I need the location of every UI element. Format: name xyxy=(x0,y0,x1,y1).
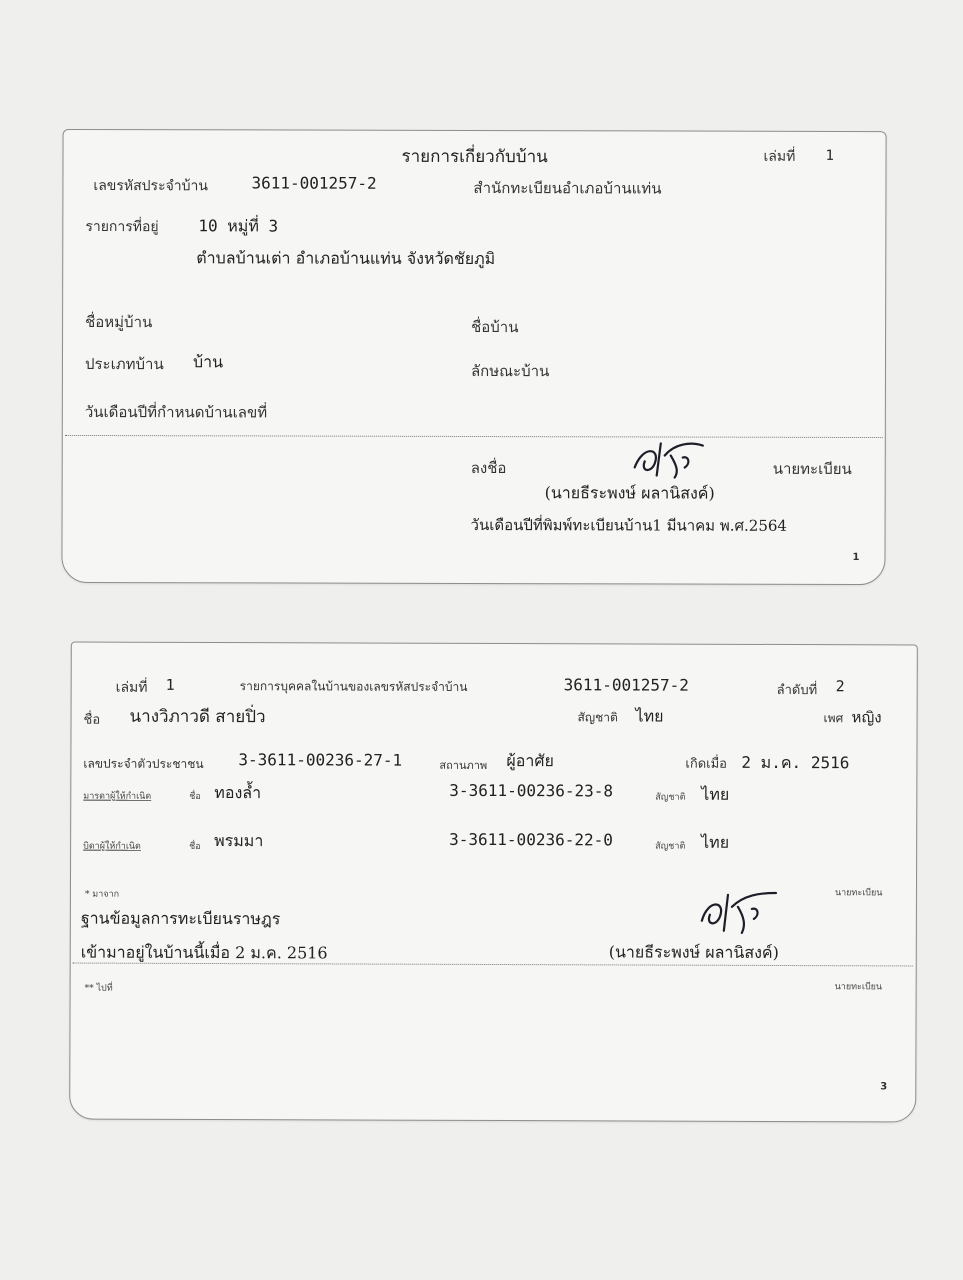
status-label: สถานภาพ xyxy=(439,758,488,772)
father-name-label: ชื่อ xyxy=(189,841,201,852)
registrar-name: (นายธีระพงษ์ ผลานิสงค์) xyxy=(608,942,779,962)
person-list-heading: รายการบุคคลในบ้านของเลขรหัสประจำบ้าน xyxy=(239,679,468,694)
registrar-title-1: นายทะเบียน xyxy=(834,888,883,899)
house-name-label: ชื่อบ้าน xyxy=(471,317,519,337)
nationality-label: สัญชาติ xyxy=(577,710,618,725)
father-nationality: ไทย xyxy=(701,832,730,852)
registrar-title-2: นายทะเบียน xyxy=(834,982,883,993)
registrar-signature xyxy=(631,437,711,483)
house-details-heading: รายการเกี่ยวกับบ้าน xyxy=(401,146,548,168)
book-number: 1 xyxy=(165,675,175,694)
sex-value: หญิง xyxy=(851,708,882,727)
registrar-signature xyxy=(696,887,782,935)
village-label: ชื่อหมู่บ้าน xyxy=(85,312,153,332)
father-label: บิดาผู้ให้กำเนิด xyxy=(83,841,141,852)
address-line-1: 10 หมู่ที่ 3 xyxy=(198,216,279,236)
move-in-date: เข้ามาอยู่ในบ้านนี้เมื่อ 2 ม.ค. 2516 xyxy=(80,942,328,963)
house-code: 3611-001257-2 xyxy=(563,675,689,695)
book-label: เล่มที่ xyxy=(763,148,796,165)
sex-label: เพศ xyxy=(823,711,844,726)
name-label: ชื่อ xyxy=(83,712,101,728)
house-code: 3611-001257-2 xyxy=(251,173,377,193)
book-label: เล่มที่ xyxy=(115,679,148,696)
person-details-card xyxy=(69,642,918,1123)
house-code-label: เลขรหัสประจำบ้าน xyxy=(93,178,209,195)
id-label: เลขประจำตัวประชาชน xyxy=(83,756,204,771)
page-number: 1 xyxy=(852,551,860,564)
page-number: 3 xyxy=(880,1081,888,1093)
sign-label: ลงชื่อ xyxy=(470,458,507,478)
id-number: 3-3611-00236-27-1 xyxy=(238,750,403,770)
mother-id: 3-3611-00236-23-8 xyxy=(449,780,614,801)
divider xyxy=(65,435,883,438)
mother-name-label: ชื่อ xyxy=(189,791,201,802)
father-nationality-label: สัญชาติ xyxy=(655,841,686,852)
person-name: นางวิภาวดี สายปิ่ว xyxy=(129,706,266,728)
mother-label: มารดาผู้ให้กำเนิด xyxy=(83,791,152,802)
father-id: 3-3611-00236-22-0 xyxy=(449,829,613,850)
mother-name: ทองล้ำ xyxy=(214,783,262,803)
to-label: ** ไปที่ xyxy=(84,983,113,994)
father-name: พรมมา xyxy=(214,831,264,851)
order-label: ลำดับที่ xyxy=(776,682,818,699)
house-number-date-label: วันเดือนปีที่กำหนดบ้านเลขที่ xyxy=(84,402,268,422)
birth-label: เกิดเมื่อ xyxy=(685,756,728,772)
book-number: 1 xyxy=(825,147,834,164)
house-type-label: ประเภทบ้าน xyxy=(84,354,164,374)
address-line-2: ตำบลบ้านเต่า อำเภอบ้านแท่น จังหวัดชัยภูมิ xyxy=(196,248,496,269)
house-type-value: บ้าน xyxy=(192,352,224,372)
registrar-name: (นายธีระพงษ์ ผลานิสงค์) xyxy=(544,483,715,503)
registrar-title: นายทะเบียน xyxy=(772,459,852,478)
from-label: * มาจาก xyxy=(84,889,120,900)
mother-nationality-label: สัญชาติ xyxy=(655,792,686,803)
birth-date: 2 ม.ค. 2516 xyxy=(741,752,850,773)
status-value: ผู้อาศัย xyxy=(506,751,554,771)
house-nature-label: ลักษณะบ้าน xyxy=(470,361,550,381)
house-details-card xyxy=(61,129,886,585)
registrar-office: สำนักทะเบียนอำเภอบ้านแท่น xyxy=(473,178,662,198)
mother-nationality: ไทย xyxy=(701,784,730,804)
nationality-value: ไทย xyxy=(635,706,664,726)
address-label: รายการที่อยู่ xyxy=(85,218,159,236)
order-number: 2 xyxy=(835,677,845,696)
from-source: ฐานข้อมูลการทะเบียนราษฎร xyxy=(80,908,281,929)
print-date: วันเดือนปีที่พิมพ์ทะเบียนบ้าน1 มีนาคม พ.ศ.2564 xyxy=(470,515,787,535)
